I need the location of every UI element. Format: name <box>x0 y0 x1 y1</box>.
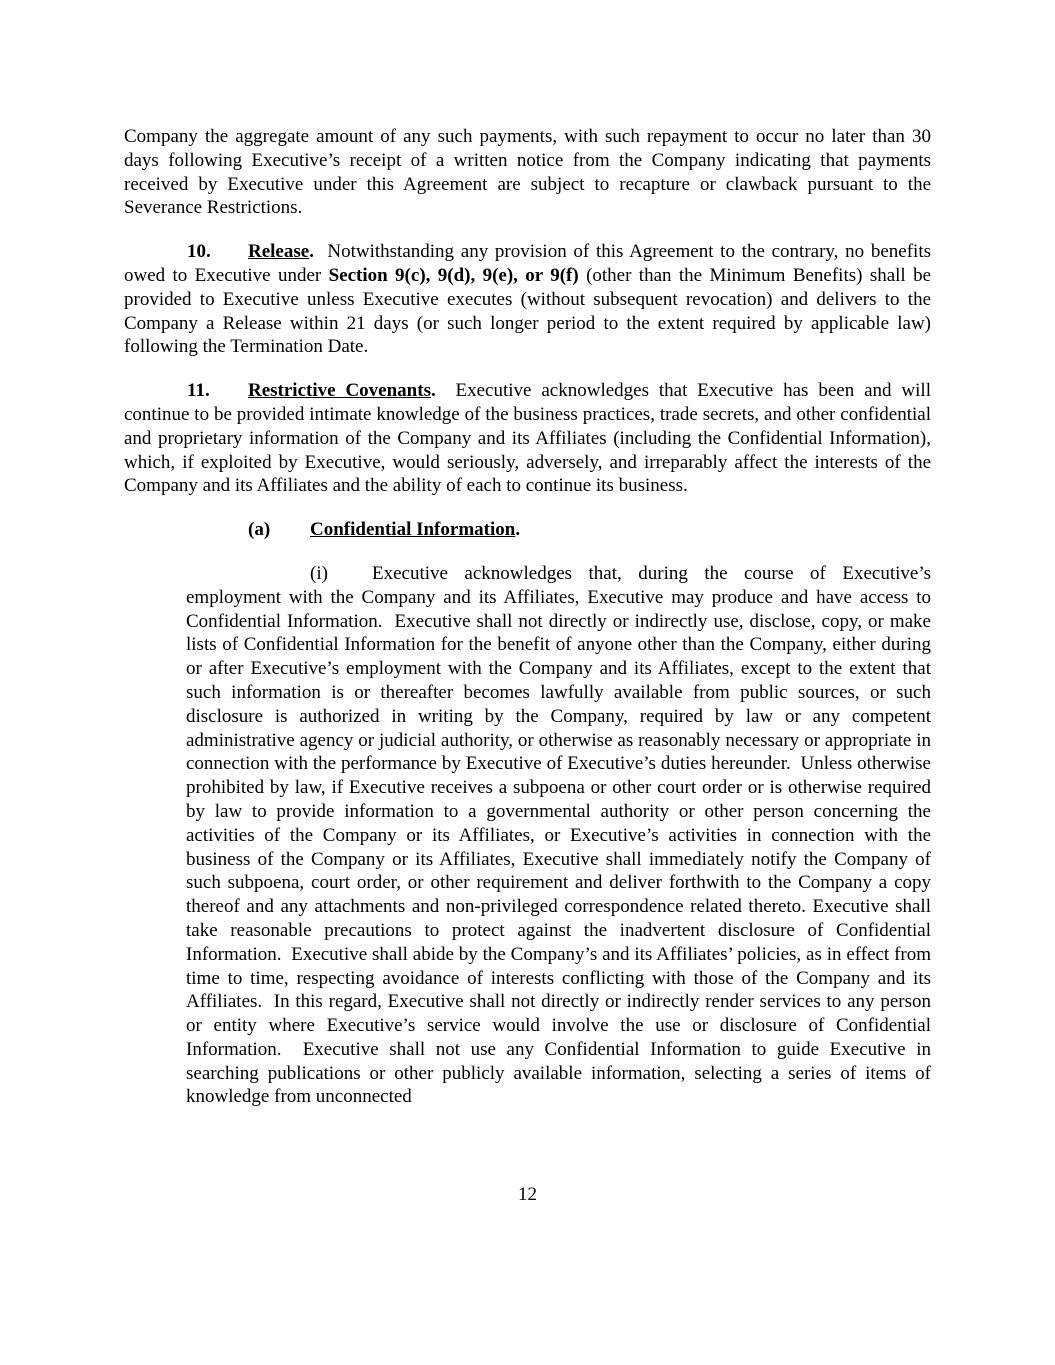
page-number: 12 <box>518 1184 537 1205</box>
document-page <box>124 125 936 1109</box>
section-11-heading: Restrictive Covenants <box>248 380 431 402</box>
section-11-text: Executive acknowledges that Executive has been and will continue to be provided intimate knowledge of the business practices, trade secrets, and other confidential and proprietary information of the Company and its Affiliates (including the Confidential Information), which, if exploited by Executive, would seriously, adversely, and irreparably affect the interests of the Company and its Affiliates and the ability of each to continue its business. <box>124 380 936 497</box>
continuation-paragraph: Company the aggregate amount of any such payments, with such repayment to occur no later than 30 days following Executive’s receipt of a written notice from the Company indicating that payments received by Executive under this Agreement are subject to recapture or clawback pursuant to the Severance Restrictions. <box>124 126 931 219</box>
section-10-bold-reference: Section 9(c), 9(d), 9(e), or 9(f) <box>328 264 579 286</box>
subsection-a-heading-period: . <box>515 519 521 541</box>
section-11-paragraph <box>124 379 936 498</box>
subsection-a-label: (a) <box>248 519 271 541</box>
clause-i-label: (i) <box>310 562 328 584</box>
section-10-text-before: Notwithstanding any provision of this Agreement to the contrary, no benefits owed to Executive under <box>124 241 936 286</box>
subsection-a-heading-line <box>248 518 931 542</box>
clause-i-text: Executive acknowledges that, during the course of Executive’s employment with the Company and its Affiliates, Executive may produce and have access to Confidential Information. Executive shall not directly or indirectly use, disclose, copy, or make lists of Confidential Information for the benefit of anyone other than the Company, either during or after Executive’s employment with the Company and its Affiliates, except to the extent that such information is or thereafter becomes lawfully available from public sources, or such disclosure is authorized in writing by the Company, required by law or any competent administrative agency or judicial authority, or otherwise as reasonably necessary or appropriate in connection with the performance by Executive of Executive’s duties hereunder. Unless otherwise prohibited by law, if Executive receives a subpoena or other court order or is otherwise required by law to provide information to a governmental authority or other person concerning the activities of the Company or its Affiliates, or Executive’s activities in connection with the business of the Company or its Affiliates, Executive shall immediately notify the Company of such subpoena, court order, or other requirement and deliver forthwith to the Company a copy thereof and any attachments and non-privileged correspondence related thereto. Executive shall take reasonable precautions to protect against the inadvertent disclosure of Confidential Information. Executive shall abide by the Company’s and its Affiliates’ policies, as in effect from time to time, respecting avoidance of interests conflicting with those of the Company and its Affiliates. In this regard, Executive shall not directly or indirectly render services to any person or entity where Executive’s service would involve the use or disclosure of Confidential Information. Executive shall not use any Confidential Information to guide Executive in searching publications or other publicly available information, selecting a series of items of knowledge from unconnected <box>186 562 936 1108</box>
subsection-a-heading: Confidential Information <box>310 519 516 541</box>
section-10-heading: Release <box>248 241 310 263</box>
section-10-paragraph <box>124 240 936 359</box>
section-11-heading-period: . <box>430 380 436 402</box>
clause-i-paragraph <box>186 562 936 1109</box>
section-10-text-after: (other than the Minimum Benefits) shall be provided to Executive unless Executive executes (without subsequent revocation) and delivers to the Company a Release within 21 days (or such longer period to the extent required by applicable law) following the Termination Date. <box>124 264 931 358</box>
section-10-heading-period: . <box>309 241 314 263</box>
section-11-number: 11. <box>187 380 210 402</box>
section-10-number: 10. <box>187 241 211 263</box>
